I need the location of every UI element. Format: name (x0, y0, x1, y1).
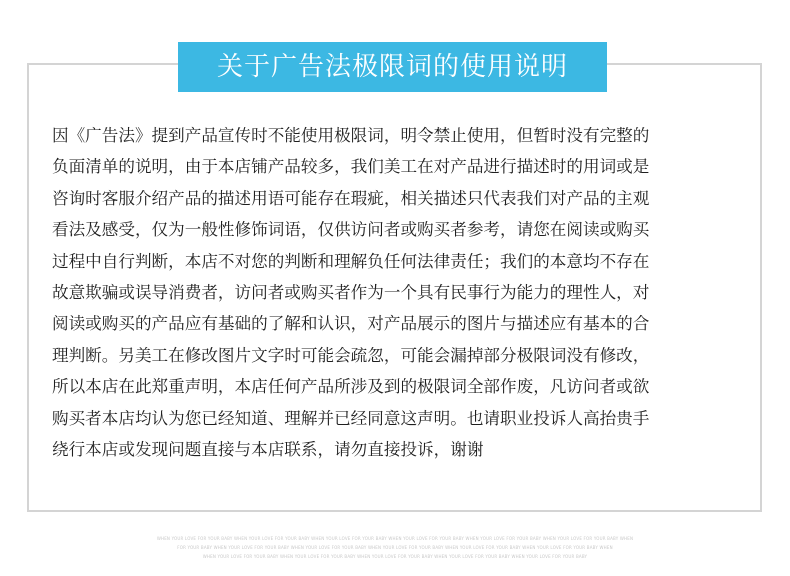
notice-line: 所以本店在此郑重声明，本店任何产品所涉及到的极限词全部作废，凡访问者或欲 (52, 377, 650, 397)
notice-line: 看法及感受，仅为一般性修饰词语，仅供访问者或购买者参考，请您在阅读或购买 (52, 220, 650, 240)
notice-line: 理判断。另美工在修改图片文字时可能会疏忽，可能会漏掉部分极限词没有修改， (52, 345, 650, 365)
notice-line: 绕行本店或发现问题直接与本店联系，请勿直接投诉，谢谢 (52, 440, 484, 460)
page-title: 关于广告法极限词的使用说明 (178, 42, 607, 92)
notice-body (52, 120, 752, 465)
notice-line: 阅读或购买的产品应有基础的了解和认识，对产品展示的图片与描述应有基本的合 (52, 314, 650, 334)
footer-decoration (0, 534, 790, 561)
notice-line: 购买者本店均认为您已经知道、理解并已经同意这声明。也请职业投诉人高抬贵手 (52, 408, 650, 428)
notice-line: 过程中自行判断，本店不对您的判断和理解负任何法律责任；我们的本意均不存在 (52, 251, 650, 271)
notice-line: 负面清单的说明，由于本店铺产品较多，我们美工在对产品进行描述时的用词或是 (52, 157, 650, 177)
notice-line: 故意欺骗或误导消费者，访问者或购买者作为一个具有民事行为能力的理性人，对 (52, 283, 650, 303)
footer-deco-line: FOR YOUR BABY WHEN YOUR LOVE FOR YOUR BABY WHEN YOUR LOVE FOR YOUR BABY WHEN YOUR LOVE FOR YOUR BABY WHEN YOUR LOVE FOR YOUR BABY WHEN YOUR LOVE FOR YOUR BABY WHEN (177, 545, 613, 550)
notice-line: 因《广告法》提到产品宣传时不能使用极限词，明令禁止使用，但暂时没有完整的 (52, 126, 650, 145)
footer-deco-line: WHEN YOUR LOVE FOR YOUR BABY WHEN YOUR LOVE FOR YOUR BABY WHEN YOUR LOVE FOR YOUR BABY WHEN YOUR LOVE FOR YOUR BABY WHEN YOUR LOVE FOR YOUR BABY (202, 554, 588, 559)
notice-line: 咨询时客服介绍产品的描述用语可能存在瑕疵，相关描述只代表我们对产品的主观 (52, 188, 650, 208)
footer-deco-line: WHEN YOUR LOVE FOR YOUR BABY WHEN YOUR LOVE FOR YOUR BABY WHEN YOUR LOVE FOR YOUR BABY WHEN YOUR LOVE FOR YOUR BABY WHEN YOUR LOVE FOR YOUR BABY WHEN YOUR LOVE FOR YOUR BABY WHEN (156, 536, 634, 541)
